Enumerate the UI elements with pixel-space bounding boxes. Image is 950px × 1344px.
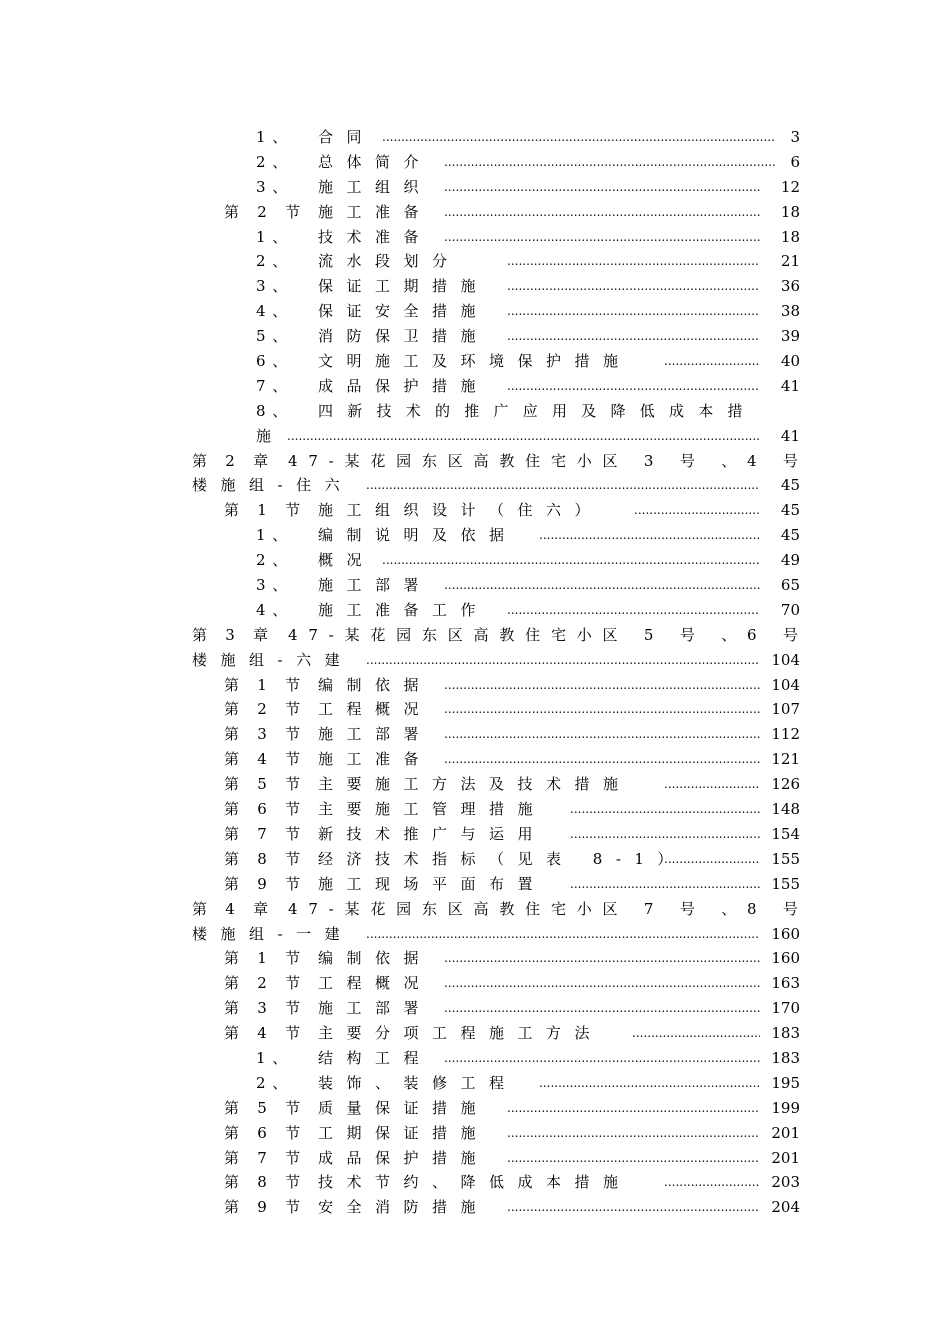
toc-dot-leader [366,648,760,673]
toc-page-number: 41 [780,376,800,395]
toc-dot-leader [444,200,760,225]
toc-entry-title: 编制依据 [318,675,433,694]
toc-dot-leader [664,772,760,797]
toc-page-number: 65 [780,576,800,595]
toc-entry-title: 施工组织 [318,177,433,196]
toc-entry-label: 1、 [256,227,295,246]
toc-page-number: 160 [771,949,800,968]
toc-entry-label: 3、 [256,277,295,296]
toc-entry[interactable] [0,125,950,150]
toc-entry-label: 第 2 节 [224,700,307,719]
toc-entry-label: 第 1 节 [224,501,307,520]
toc-entry[interactable] [0,424,950,449]
toc-dot-leader [570,797,760,822]
toc-entry-title: 工程概况 [318,700,433,719]
toc-page-number: 112 [771,725,800,744]
toc-entry-title: 施工部署 [318,576,433,595]
toc-page-number: 160 [771,924,800,943]
toc-entry-title: 装饰、装修工程 [318,1073,518,1092]
toc-entry-label: 4、 [256,600,295,619]
toc-entry[interactable] [0,897,950,922]
toc-entry-title: 47-某花园东区高教住宅小区 5 号 、6 号 [288,625,809,644]
toc-dot-leader [382,548,760,573]
toc-dot-leader [507,374,760,399]
toc-page-number: 163 [771,974,800,993]
toc-entry-title: 编制依据 [318,949,433,968]
toc-entry-title: 楼施组-一建 [192,924,354,943]
toc-entry-title: 技术节约、降低成本措施 [318,1173,632,1192]
toc-entry-label: 第 5 节 [224,1098,307,1117]
toc-dot-leader [507,1096,760,1121]
toc-page-number: 39 [780,327,800,346]
toc-entry-title: 施工组织设计（住六） [318,501,604,520]
toc-entry[interactable] [0,225,950,250]
toc-entry-title: 主要施工管理措施 [318,800,547,819]
toc-entry[interactable] [0,200,950,225]
toc-entry-title: 施工部署 [318,725,433,744]
toc-entry-title: 流水段划分 [318,252,461,271]
toc-dot-leader [444,722,760,747]
toc-entry-title: 四新技术的推广应用及降低成本措 [318,401,757,420]
toc-dot-leader [539,1071,760,1096]
toc-dot-leader [444,573,760,598]
toc-entry-label: 第 4 节 [224,1024,307,1043]
toc-dot-leader [382,125,775,150]
toc-entry[interactable] [0,274,950,299]
toc-dot-leader [366,473,760,498]
toc-entry[interactable] [0,722,950,747]
toc-entry-label: 第 3 章 [192,625,275,644]
toc-page-number: 104 [771,650,800,669]
table-of-contents [0,125,950,1220]
toc-entry-title: 施工现场平面布置 [318,874,547,893]
toc-page-number: 183 [771,1048,800,1067]
toc-page-number: 154 [771,824,800,843]
toc-entry-title: 质量保证措施 [318,1098,490,1117]
toc-entry-title: 楼施组-住六 [192,476,354,495]
toc-entry[interactable] [0,523,950,548]
toc-entry-title: 结构工程 [318,1048,433,1067]
toc-entry-label: 3、 [256,576,295,595]
toc-entry-label: 1、 [256,526,295,545]
toc-entry[interactable] [0,1146,950,1171]
toc-entry-label: 第 8 节 [224,849,307,868]
toc-entry[interactable] [0,1121,950,1146]
toc-entry-title: 文明施工及环境保护措施 [318,352,632,371]
toc-entry-label: 第 3 节 [224,999,307,1018]
toc-entry[interactable] [0,697,950,722]
toc-dot-leader [507,598,760,623]
toc-entry[interactable] [0,573,950,598]
toc-dot-leader [632,1021,760,1046]
toc-entry-label: 第 7 节 [224,824,307,843]
toc-entry[interactable] [0,150,950,175]
toc-entry-title: 施工准备工作 [318,600,490,619]
toc-entry-label: 4、 [256,302,295,321]
toc-entry[interactable] [0,399,950,424]
toc-entry[interactable] [0,648,950,673]
toc-entry[interactable] [0,1046,950,1071]
toc-dot-leader [570,822,760,847]
toc-entry-label: 6、 [256,352,295,371]
toc-page-number: 6 [790,152,800,171]
toc-entry-label: 第 1 节 [224,675,307,694]
toc-entry-label: 第 6 节 [224,800,307,819]
toc-page-number: 21 [780,252,800,271]
toc-entry-title: 保证安全措施 [318,302,490,321]
toc-entry[interactable] [0,946,950,971]
toc-entry-title: 保证工期措施 [318,277,490,296]
toc-dot-leader [664,1170,760,1195]
toc-dot-leader [507,299,760,324]
toc-dot-leader [444,996,760,1021]
toc-entry-label: 1、 [256,128,295,146]
toc-dot-leader [507,1121,760,1146]
toc-entry-label: 第 3 节 [224,725,307,744]
toc-dot-leader [444,175,760,200]
toc-page-number: 121 [771,750,800,769]
toc-page-number: 204 [771,1198,800,1217]
toc-entry-label: 7、 [256,376,295,395]
toc-entry-title: 概况 [318,551,376,570]
toc-entry[interactable] [0,1195,950,1220]
toc-entry-label: 第 2 节 [224,202,307,221]
toc-entry-title: 成品保护措施 [318,1148,490,1167]
toc-page-number: 45 [780,501,800,520]
toc-entry-title: 编制说明及依据 [318,526,518,545]
toc-entry-label: 3、 [256,177,295,196]
toc-page-number: 183 [771,1024,800,1043]
toc-entry[interactable] [0,1170,950,1195]
toc-dot-leader [539,523,760,548]
toc-entry[interactable] [0,1071,950,1096]
toc-page-number: 201 [771,1123,800,1142]
toc-entry[interactable] [0,548,950,573]
toc-entry-label: 第 4 节 [224,750,307,769]
toc-entry-label: 2、 [256,551,295,570]
toc-entry[interactable] [0,922,950,947]
toc-entry[interactable] [0,1021,950,1046]
toc-entry-label: 8、 [256,401,295,420]
toc-entry-title: 工程概况 [318,974,433,993]
toc-entry-title: 新技术推广与运用 [318,824,547,843]
toc-page-number: 3 [790,128,800,146]
toc-entry-label: 第 9 节 [224,874,307,893]
toc-dot-leader [444,747,760,772]
toc-entry[interactable] [0,249,950,274]
toc-page-number: 126 [771,775,800,794]
toc-page-number: 195 [771,1073,800,1092]
toc-entry[interactable] [0,175,950,200]
toc-dot-leader [570,872,760,897]
toc-dot-leader [444,150,775,175]
toc-dot-leader [444,946,760,971]
toc-entry-title: 主要施工方法及技术措施 [318,775,632,794]
toc-dot-leader [444,1046,760,1071]
toc-dot-leader [507,274,760,299]
toc-entry-label: 第 2 节 [224,974,307,993]
toc-entry-label: 第 8 节 [224,1173,307,1192]
toc-entry-title: 施工部署 [318,999,433,1018]
toc-entry-title: 合同 [318,128,376,146]
toc-page-number: 49 [780,551,800,570]
toc-page-number: 155 [771,849,800,868]
toc-dot-leader [287,424,760,449]
toc-entry-label: 第 6 节 [224,1123,307,1142]
toc-entry-title: 工期保证措施 [318,1123,490,1142]
toc-entry-title: 楼施组-六建 [192,650,354,669]
toc-dot-leader [444,697,760,722]
toc-page-number: 170 [771,999,800,1018]
toc-entry[interactable] [0,673,950,698]
toc-page-number: 70 [780,600,800,619]
toc-entry-title: 47-某花园东区高教住宅小区 3 号 、4 号 [288,451,809,470]
toc-entry-label: 第 9 节 [224,1198,307,1217]
toc-page-number: 155 [771,874,800,893]
toc-entry-label: 第 2 章 [192,451,275,470]
toc-dot-leader [507,249,760,274]
toc-page-number: 104 [771,675,800,694]
toc-page-number: 199 [771,1098,800,1117]
toc-page-number: 148 [771,800,800,819]
toc-entry[interactable] [0,449,950,474]
toc-entry[interactable] [0,872,950,897]
toc-entry-label: 第 7 节 [224,1148,307,1167]
toc-entry-title: 技术准备 [318,227,433,246]
toc-entry-label: 第 1 节 [224,949,307,968]
toc-entry[interactable] [0,374,950,399]
toc-entry[interactable] [0,772,950,797]
toc-dot-leader [507,324,760,349]
toc-entry[interactable] [0,747,950,772]
toc-entry[interactable] [0,498,950,523]
toc-entry-title: 施 [256,426,285,445]
toc-entry[interactable] [0,1096,950,1121]
toc-entry-title: 安全消防措施 [318,1198,490,1217]
toc-page-number: 40 [780,352,800,371]
toc-entry-title: 47-某花园东区高教住宅小区 7 号 、8 号 [288,899,809,918]
toc-entry[interactable] [0,797,950,822]
toc-entry[interactable] [0,473,950,498]
toc-page-number: 38 [780,302,800,321]
toc-entry[interactable] [0,996,950,1021]
toc-entry[interactable] [0,623,950,648]
toc-entry-title: 经济技术指标（见表 8-1） [318,849,686,868]
toc-page-number: 45 [780,476,800,495]
toc-page-number: 45 [780,526,800,545]
toc-entry[interactable] [0,349,950,374]
toc-entry-label: 第 4 章 [192,899,275,918]
toc-dot-leader [444,673,760,698]
toc-page-number: 12 [780,177,800,196]
toc-entry[interactable] [0,598,950,623]
toc-dot-leader [664,349,760,374]
toc-page-number: 41 [780,426,800,445]
toc-entry-label: 5、 [256,327,295,346]
toc-dot-leader [507,1146,760,1171]
toc-dot-leader [366,922,760,947]
toc-entry-title: 总体简介 [318,152,433,171]
toc-entry[interactable] [0,971,950,996]
toc-entry-title: 主要分项工程施工方法 [318,1024,604,1043]
toc-entry[interactable] [0,299,950,324]
toc-entry-label: 2、 [256,1073,295,1092]
toc-page-number: 18 [780,227,800,246]
toc-dot-leader [664,847,760,872]
toc-entry-label: 2、 [256,152,295,171]
toc-entry-label: 第 5 节 [224,775,307,794]
toc-entry-title: 消防保卫措施 [318,327,490,346]
toc-entry-label: 1、 [256,1048,295,1067]
toc-entry[interactable] [0,847,950,872]
toc-page-number: 36 [780,277,800,296]
toc-entry-label: 2、 [256,252,295,271]
toc-entry-title: 成品保护措施 [318,376,490,395]
toc-page-number: 107 [771,700,800,719]
toc-dot-leader [634,498,760,523]
toc-dot-leader [444,225,760,250]
toc-dot-leader [507,1195,760,1220]
toc-entry-title: 施工准备 [318,202,433,221]
toc-entry[interactable] [0,324,950,349]
toc-page-number: 18 [780,202,800,221]
toc-page-number: 203 [771,1173,800,1192]
toc-entry-title: 施工准备 [318,750,433,769]
toc-dot-leader [444,971,760,996]
toc-entry[interactable] [0,822,950,847]
toc-page-number: 201 [771,1148,800,1167]
